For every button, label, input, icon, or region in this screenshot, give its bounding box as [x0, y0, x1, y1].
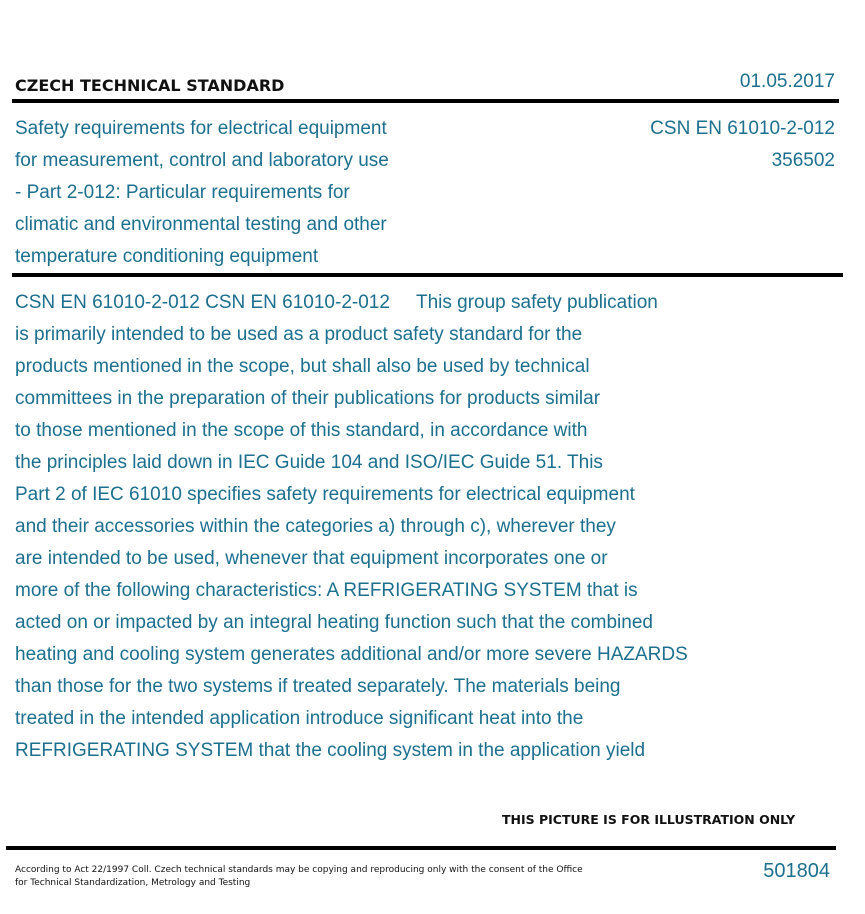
- document-type-label: CZECH TECHNICAL STANDARD: [15, 76, 285, 95]
- standard-title: [15, 113, 455, 273]
- illustration-disclaimer: THIS PICTURE IS FOR ILLUSTRATION ONLY: [502, 812, 796, 827]
- document-code: 501804: [763, 860, 830, 882]
- abstract-line: committees in the preparation of their publications for products similar: [15, 388, 601, 409]
- title-line: for measurement, control and laboratory use: [15, 150, 389, 171]
- header-divider: [12, 99, 839, 103]
- title-line: Safety requirements for electrical equipment: [15, 118, 387, 139]
- abstract-line: are intended to be used, whenever that equipment incorporates one or: [15, 548, 608, 569]
- legal-line: According to Act 22/1997 Coll. Czech technical standards may be copying and reproducing only with the consent of the Office: [15, 865, 583, 875]
- abstract-line: acted on or impacted by an integral heating function such that the combined: [15, 612, 653, 633]
- abstract-line: is primarily intended to be used as a product safety standard for the: [15, 324, 583, 345]
- catalog-number: 356502: [771, 150, 835, 171]
- abstract-line: than those for the two systems if treated separately. The materials being: [15, 676, 621, 697]
- title-line: climatic and environmental testing and other: [15, 214, 387, 235]
- publication-date: 01.05.2017: [739, 71, 835, 92]
- legal-notice: [15, 864, 595, 890]
- footer-divider: [6, 846, 836, 850]
- abstract-text: [15, 287, 805, 767]
- abstract-line: REFRIGERATING SYSTEM that the cooling system in the application yield: [15, 740, 646, 761]
- abstract-line: treated in the intended application introduce significant heat into the: [15, 708, 584, 729]
- abstract-line: the principles laid down in IEC Guide 104 and ISO/IEC Guide 51. This: [15, 452, 603, 473]
- standard-identifiers: [650, 113, 835, 177]
- abstract-line: to those mentioned in the scope of this standard, in accordance with: [15, 420, 588, 441]
- title-line: temperature conditioning equipment: [15, 246, 319, 267]
- standard-code: CSN EN 61010-2-012: [650, 118, 835, 139]
- abstract-line: and their accessories within the categories a) through c), wherever they: [15, 516, 616, 537]
- title-divider: [12, 273, 843, 277]
- abstract-line: products mentioned in the scope, but shall also be used by technical: [15, 356, 590, 377]
- abstract-line: more of the following characteristics: A REFRIGERATING SYSTEM that is: [15, 580, 638, 601]
- title-line: - Part 2-012: Particular requirements for: [15, 182, 350, 203]
- abstract-line: Part 2 of IEC 61010 specifies safety requirements for electrical equipment: [15, 484, 635, 505]
- legal-line: for Technical Standardization, Metrology and Testing: [15, 878, 251, 888]
- abstract-line: heating and cooling system generates additional and/or more severe HAZARDS: [15, 644, 688, 665]
- abstract-line: CSN EN 61010-2-012 CSN EN 61010-2-012 This group safety publication: [15, 292, 658, 313]
